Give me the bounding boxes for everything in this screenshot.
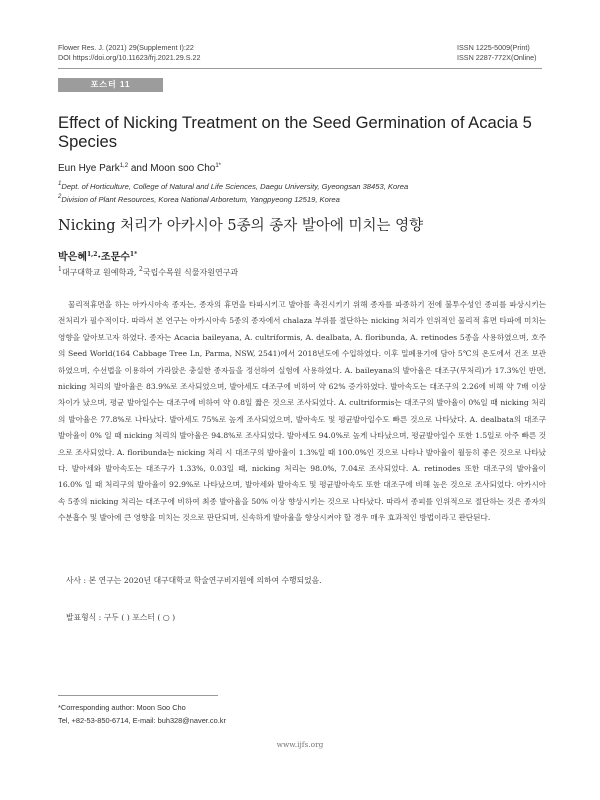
corresponding-author: *Corresponding author: Moon Soo Cho — [58, 703, 186, 712]
doi-link[interactable]: DOI https://doi.org/10.11623/frj.2021.29.S.22 — [58, 53, 201, 62]
acknowledgement: 사사 : 본 연구는 2020년 대구대학교 학술연구비지원에 의하여 수행되었음. — [66, 576, 322, 585]
abstract-body: 물리적휴면을 하는 아카시아속 종자는, 종자의 휴면을 타파시키고 발아를 촉진시키기 위해 종자를 파종하기 전에 불투수성인 종피를 파상시키는 전처리가 필수적이다. 따라서 본 연구는 아카시아속 5종의 종자에서 chalaza 부위를 절단하는 nicking 처리가 인위적인 물리적 휴면 타파에 미치는 영향을 알아보고자 하였다. 종자는 Acacia baileyana, A. cultriformis, A. dealbata, A. floribunda, A. retinodes 5종을 사용하였으며, 호주의 Seed World(164 Cabbage Tree Ln, Parma, NSW, 2541)에서 2018년도에 수입하였다. 이후 밀폐용기에 담아 5℃의 온도에서 건조 보관하였으며, 수선법을 이용하여 가라앉은 충실한 종자들을 정선하여 실험에 사용하였다. A. baileyana의 발아율은 대조구(무처리)가 17.3%인 반면, nicking 처리의 발아율은 83.9%로 조사되었으며, 발아세도 대조구에 비하여 약 62% 증가하였다. 발아속도는 대조구의 2.26에 비해 약 7배 이상 차이가 났으며, 평균 발아일수는 대조구에 비하여 약 0.8일 짧은 것으로 조사되었다. A. cultriformis는 대조구의 발아율이 0%일 때 nicking 처리의 발아율은 77.8%로 나타났다. 발아세도 75%로 높게 조사되었으며, 발아속도 및 평균발아일수도 빠른 것으로 나타났다. A. dealbata의 대조구 발아율이 0% 일 때 nicking 처리의 발아율은 94.8%로 조사되었다. 발아세도 94.0%로 높게 나타났으며, 평균발아일수 또한 1.5일로 아주 빠른 것으로 조사되었다. A. floribunda는 nicking 처리 시 대조구의 발아율이 1.3%일 때 100.0%인 것으로 나타나 발아율이 월등히 좋은 것으로 나타났다. 발아세와 발아속도는 대조구가 1.33%, 0.03일 때, nicking 처리는 98.0%, 7.04로 조사되었다. A. retinodes 또한 대조구의 발아율이 16.0% 일 때 처리구의 발아율이 92.9%로 나타났으며, 발아세와 발아속도 및 평균발아속도 또한 대조구에 비해 높은 것으로 조사되었다. 아카시아속 5종의 nicking 처리는 대조구에 비하여 최종 발아율을 50% 이상 향상시키는 것으로 나타났다. 따라서 종피를 인위적으로 절단하는 것은 종자의 수분흡수 및 발아에 큰 영향을 미치는 것으로 판단되며, 신속하게 발아율을 향상시켜야 할 경우 매우 효과적인 방법이라고 판단된다. — [58, 300, 546, 523]
poster-tag: 포스터 11 — [58, 78, 163, 92]
affiliation-en-1: $^1$Dept. of Horticulture, College of Natural and Life Sciences, Daegu University, Gyeongsan 38453, Korea — [58, 181, 409, 191]
website-footer[interactable]: www.ijfs.org — [276, 740, 324, 749]
issn-print: ISSN 1225-5009(Print) — [457, 43, 530, 52]
author-ko-2: 조문수 — [100, 252, 130, 263]
authors-ko: 박은혜$^{1,2}$·조문수$^{1*}$ — [58, 251, 138, 263]
author-ko-1: 박은혜 — [58, 252, 87, 263]
presentation-type: 발표형식 : 구두 ( ) 포스터 ( ○ ) — [66, 613, 176, 622]
contact-info: Tel, +82-53-850-6714, E-mail: buh328@naver.co.kr — [58, 716, 226, 725]
issn-online: ISSN 2287-772X(Online) — [457, 53, 537, 62]
journal-header — [58, 43, 201, 63]
author-2: Moon soo Cho — [150, 163, 216, 174]
footnote-rule — [58, 695, 218, 696]
author-2-sup: 1* — [215, 163, 222, 169]
paper-title-en: Effect of Nicking Treatment on the Seed Germination of Acacia 5 Species — [58, 113, 532, 151]
author-and: and — [128, 163, 151, 174]
journal-citation: Flower Res. J. (2021) 29(Supplement I):22 — [58, 43, 194, 52]
affiliation-en-2: $^2$Division of Plant Resources, Korea National Arboretum, Yangpyeong 12519, Korea — [58, 194, 340, 204]
header-rule — [58, 68, 542, 69]
affiliations-ko: $^1$대구대학교 원예학과, $^2$국립수목원 식물자원연구과 — [58, 266, 239, 277]
author-1: Eun Hye Park — [58, 163, 120, 174]
author-1-sup: 1,2 — [119, 163, 129, 169]
authors-en — [58, 163, 221, 174]
paper-title-ko: Nicking 처리가 아카시아 5종의 종자 발아에 미치는 영향 — [58, 218, 424, 234]
issn-block — [457, 43, 537, 63]
